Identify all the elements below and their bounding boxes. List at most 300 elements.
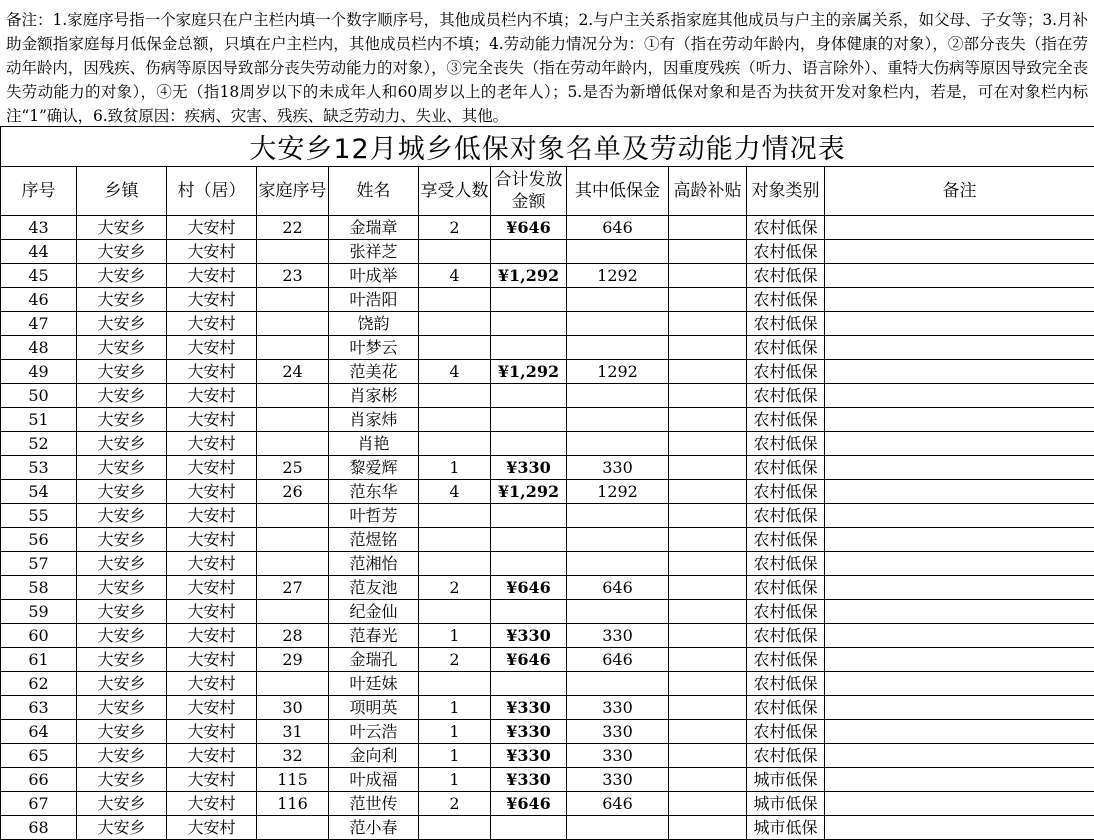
cell-village: 大安村	[167, 408, 257, 432]
cell-family-no: 32	[257, 744, 329, 768]
cell-category: 城市低保	[747, 816, 825, 840]
cell-category: 农村低保	[747, 696, 825, 720]
cell-count	[419, 312, 491, 336]
cell-seq: 49	[1, 360, 77, 384]
table-row	[1, 384, 1094, 408]
cell-count: 1	[419, 720, 491, 744]
cell-elder	[669, 480, 747, 504]
cell-elder	[669, 312, 747, 336]
cell-family-no	[257, 240, 329, 264]
cell-dibao: 1292	[567, 360, 669, 384]
cell-dibao: 1292	[567, 480, 669, 504]
cell-name: 叶浩阳	[329, 288, 419, 312]
table-row	[1, 240, 1094, 264]
cell-seq: 57	[1, 552, 77, 576]
cell-town: 大安乡	[77, 624, 167, 648]
cell-dibao: 646	[567, 648, 669, 672]
table-row	[1, 432, 1094, 456]
cell-town: 大安乡	[77, 816, 167, 840]
cell-count: 1	[419, 696, 491, 720]
cell-elder	[669, 240, 747, 264]
cell-seq: 53	[1, 456, 77, 480]
cell-seq: 61	[1, 648, 77, 672]
cell-elder	[669, 336, 747, 360]
cell-count: 2	[419, 792, 491, 816]
cell-count: 1	[419, 456, 491, 480]
cell-village: 大安村	[167, 720, 257, 744]
cell-village: 大安村	[167, 432, 257, 456]
cell-town: 大安乡	[77, 504, 167, 528]
cell-seq: 44	[1, 240, 77, 264]
cell-village: 大安村	[167, 240, 257, 264]
cell-seq: 66	[1, 768, 77, 792]
cell-village: 大安村	[167, 624, 257, 648]
cell-seq: 55	[1, 504, 77, 528]
cell-name: 范东华	[329, 480, 419, 504]
cell-elder	[669, 792, 747, 816]
cell-town: 大安乡	[77, 672, 167, 696]
cell-remark	[825, 768, 1094, 792]
cell-village: 大安村	[167, 600, 257, 624]
cell-remark	[825, 360, 1094, 384]
cell-category: 农村低保	[747, 600, 825, 624]
cell-dibao	[567, 288, 669, 312]
cell-name: 纪金仙	[329, 600, 419, 624]
col-header-elder: 高龄补贴	[669, 167, 747, 216]
cell-total	[491, 336, 567, 360]
cell-dibao	[567, 312, 669, 336]
cell-family-no: 115	[257, 768, 329, 792]
table-row	[1, 648, 1094, 672]
cell-dibao: 330	[567, 696, 669, 720]
cell-category: 农村低保	[747, 336, 825, 360]
cell-village: 大安村	[167, 312, 257, 336]
cell-count: 2	[419, 648, 491, 672]
cell-count: 1	[419, 768, 491, 792]
cell-family-no: 30	[257, 696, 329, 720]
cell-count: 1	[419, 744, 491, 768]
cell-elder	[669, 600, 747, 624]
cell-name: 范煜铭	[329, 528, 419, 552]
cell-count	[419, 816, 491, 840]
cell-family-no	[257, 336, 329, 360]
cell-family-no: 23	[257, 264, 329, 288]
cell-seq: 64	[1, 720, 77, 744]
cell-remark	[825, 624, 1094, 648]
cell-total	[491, 528, 567, 552]
cell-village: 大安村	[167, 264, 257, 288]
cell-elder	[669, 648, 747, 672]
cell-family-no: 29	[257, 648, 329, 672]
table-title: 大安乡12月城乡低保对象名单及劳动能力情况表	[1, 127, 1094, 167]
cell-seq: 50	[1, 384, 77, 408]
cell-name: 叶梦云	[329, 336, 419, 360]
cell-dibao	[567, 432, 669, 456]
cell-total	[491, 504, 567, 528]
cell-town: 大安乡	[77, 552, 167, 576]
cell-dibao: 330	[567, 456, 669, 480]
cell-category: 农村低保	[747, 240, 825, 264]
cell-total	[491, 552, 567, 576]
cell-name: 金瑞章	[329, 216, 419, 240]
cell-total: ¥330	[491, 696, 567, 720]
cell-town: 大安乡	[77, 648, 167, 672]
footnote-text: 备注：1.家庭序号指一个家庭只在户主栏内填一个数字顺序号，其他成员栏内不填；2.与户主关系指家庭其他成员与户主的亲属关系，如父母、子女等；3.月补助金额指家庭每月低保金总额，只填在户主栏内，其他成员栏内不填；4.劳动能力情况分为：①有（指在劳动年龄内，身体健康的对象），②部分丧失（指在劳动年龄内，因残疾、伤病等原因导致部分丧失劳动能力的对象），③完全丧失（指在劳动年龄内，因重度残疾（听力、语言除外）、重特大伤病等原因导致完全丧失劳动能力的对象），④无（指18周岁以下的未成年人和60周岁以上的老年人）；5.是否为新增低保对象和是否为扶贫开发对象栏内，若是，可在对象栏内标注“1”确认，6.致贫原因：疾病、灾害、残疾、缺乏劳动力、失业、其他。	[0, 0, 1094, 126]
cell-family-no	[257, 312, 329, 336]
cell-remark	[825, 696, 1094, 720]
cell-total	[491, 408, 567, 432]
cell-seq: 60	[1, 624, 77, 648]
cell-count: 2	[419, 576, 491, 600]
cell-remark	[825, 480, 1094, 504]
cell-category: 农村低保	[747, 480, 825, 504]
cell-dibao: 1292	[567, 264, 669, 288]
table-row	[1, 696, 1094, 720]
cell-town: 大安乡	[77, 336, 167, 360]
table-row	[1, 792, 1094, 816]
cell-category: 城市低保	[747, 768, 825, 792]
table-row	[1, 456, 1094, 480]
cell-village: 大安村	[167, 288, 257, 312]
cell-town: 大安乡	[77, 528, 167, 552]
cell-village: 大安村	[167, 360, 257, 384]
col-header-village: 村（居）	[167, 167, 257, 216]
cell-name: 范世传	[329, 792, 419, 816]
cell-total: ¥330	[491, 720, 567, 744]
cell-name: 叶廷妹	[329, 672, 419, 696]
cell-category: 农村低保	[747, 624, 825, 648]
cell-family-no: 24	[257, 360, 329, 384]
cell-family-no	[257, 504, 329, 528]
cell-village: 大安村	[167, 672, 257, 696]
cell-family-no: 26	[257, 480, 329, 504]
cell-seq: 65	[1, 744, 77, 768]
cell-family-no: 22	[257, 216, 329, 240]
cell-seq: 68	[1, 816, 77, 840]
cell-family-no	[257, 408, 329, 432]
cell-elder	[669, 744, 747, 768]
cell-elder	[669, 624, 747, 648]
cell-remark	[825, 792, 1094, 816]
cell-name: 叶成福	[329, 768, 419, 792]
cell-village: 大安村	[167, 576, 257, 600]
cell-dibao	[567, 672, 669, 696]
cell-town: 大安乡	[77, 696, 167, 720]
table-body	[1, 216, 1094, 840]
cell-name: 张祥芝	[329, 240, 419, 264]
table-row	[1, 744, 1094, 768]
cell-seq: 52	[1, 432, 77, 456]
col-header-remark: 备注	[825, 167, 1094, 216]
cell-total	[491, 288, 567, 312]
cell-name: 范湘怡	[329, 552, 419, 576]
cell-elder	[669, 720, 747, 744]
cell-town: 大安乡	[77, 408, 167, 432]
cell-remark	[825, 720, 1094, 744]
cell-name: 黎爱辉	[329, 456, 419, 480]
cell-family-no: 31	[257, 720, 329, 744]
cell-elder	[669, 768, 747, 792]
cell-remark	[825, 576, 1094, 600]
cell-family-no	[257, 816, 329, 840]
cell-dibao: 646	[567, 576, 669, 600]
cell-category: 农村低保	[747, 408, 825, 432]
cell-name: 项明英	[329, 696, 419, 720]
cell-town: 大安乡	[77, 384, 167, 408]
cell-remark	[825, 648, 1094, 672]
cell-dibao: 330	[567, 744, 669, 768]
cell-seq: 56	[1, 528, 77, 552]
cell-village: 大安村	[167, 480, 257, 504]
cell-seq: 48	[1, 336, 77, 360]
cell-seq: 62	[1, 672, 77, 696]
cell-town: 大安乡	[77, 216, 167, 240]
cell-family-no: 27	[257, 576, 329, 600]
cell-count: 1	[419, 624, 491, 648]
cell-seq: 51	[1, 408, 77, 432]
cell-town: 大安乡	[77, 576, 167, 600]
cell-category: 农村低保	[747, 720, 825, 744]
cell-dibao	[567, 240, 669, 264]
cell-remark	[825, 552, 1094, 576]
cell-dibao	[567, 336, 669, 360]
cell-seq: 47	[1, 312, 77, 336]
cell-town: 大安乡	[77, 312, 167, 336]
cell-name: 叶云浩	[329, 720, 419, 744]
col-header-seq: 序号	[1, 167, 77, 216]
table-row	[1, 552, 1094, 576]
cell-elder	[669, 408, 747, 432]
cell-town: 大安乡	[77, 264, 167, 288]
cell-remark	[825, 384, 1094, 408]
cell-seq: 54	[1, 480, 77, 504]
cell-village: 大安村	[167, 744, 257, 768]
col-header-count: 享受人数	[419, 167, 491, 216]
cell-family-no	[257, 528, 329, 552]
cell-family-no	[257, 384, 329, 408]
cell-count	[419, 552, 491, 576]
table-row	[1, 528, 1094, 552]
cell-category: 农村低保	[747, 576, 825, 600]
cell-remark	[825, 336, 1094, 360]
cell-town: 大安乡	[77, 360, 167, 384]
cell-elder	[669, 816, 747, 840]
cell-seq: 63	[1, 696, 77, 720]
cell-name: 饶韵	[329, 312, 419, 336]
cell-category: 农村低保	[747, 744, 825, 768]
cell-town: 大安乡	[77, 792, 167, 816]
table-row	[1, 600, 1094, 624]
cell-elder	[669, 432, 747, 456]
cell-remark	[825, 528, 1094, 552]
cell-name: 叶哲芳	[329, 504, 419, 528]
cell-count	[419, 384, 491, 408]
cell-total	[491, 600, 567, 624]
cell-village: 大安村	[167, 696, 257, 720]
cell-dibao	[567, 408, 669, 432]
cell-name: 范美花	[329, 360, 419, 384]
cell-elder	[669, 384, 747, 408]
cell-village: 大安村	[167, 456, 257, 480]
cell-elder	[669, 576, 747, 600]
cell-total: ¥1,292	[491, 480, 567, 504]
cell-town: 大安乡	[77, 456, 167, 480]
cell-family-no: 116	[257, 792, 329, 816]
cell-remark	[825, 432, 1094, 456]
cell-seq: 45	[1, 264, 77, 288]
cell-seq: 46	[1, 288, 77, 312]
cell-seq: 43	[1, 216, 77, 240]
cell-dibao: 330	[567, 624, 669, 648]
cell-total: ¥330	[491, 624, 567, 648]
cell-count	[419, 240, 491, 264]
cell-town: 大安乡	[77, 600, 167, 624]
cell-village: 大安村	[167, 336, 257, 360]
cell-elder	[669, 696, 747, 720]
cell-name: 叶成举	[329, 264, 419, 288]
cell-village: 大安村	[167, 648, 257, 672]
table-row	[1, 816, 1094, 840]
cell-elder	[669, 504, 747, 528]
cell-remark	[825, 288, 1094, 312]
table-row	[1, 504, 1094, 528]
cell-count	[419, 408, 491, 432]
cell-total: ¥1,292	[491, 264, 567, 288]
cell-count	[419, 672, 491, 696]
cell-elder	[669, 216, 747, 240]
cell-total: ¥330	[491, 744, 567, 768]
cell-elder	[669, 360, 747, 384]
cell-town: 大安乡	[77, 432, 167, 456]
cell-town: 大安乡	[77, 240, 167, 264]
col-header-town: 乡镇	[77, 167, 167, 216]
cell-elder	[669, 264, 747, 288]
cell-seq: 58	[1, 576, 77, 600]
cell-village: 大安村	[167, 504, 257, 528]
cell-total	[491, 672, 567, 696]
cell-name: 范春光	[329, 624, 419, 648]
cell-village: 大安村	[167, 216, 257, 240]
cell-total: ¥646	[491, 216, 567, 240]
cell-dibao: 646	[567, 216, 669, 240]
cell-village: 大安村	[167, 816, 257, 840]
cell-category: 农村低保	[747, 312, 825, 336]
cell-remark	[825, 816, 1094, 840]
cell-category: 农村低保	[747, 432, 825, 456]
cell-dibao: 646	[567, 792, 669, 816]
cell-town: 大安乡	[77, 744, 167, 768]
cell-dibao	[567, 552, 669, 576]
cell-category: 城市低保	[747, 792, 825, 816]
cell-town: 大安乡	[77, 768, 167, 792]
cell-count: 2	[419, 216, 491, 240]
cell-total	[491, 816, 567, 840]
cell-elder	[669, 528, 747, 552]
cell-category: 农村低保	[747, 648, 825, 672]
cell-town: 大安乡	[77, 720, 167, 744]
table-row	[1, 576, 1094, 600]
cell-remark	[825, 504, 1094, 528]
cell-dibao	[567, 504, 669, 528]
cell-count	[419, 504, 491, 528]
cell-village: 大安村	[167, 768, 257, 792]
cell-count	[419, 528, 491, 552]
cell-category: 农村低保	[747, 264, 825, 288]
cell-category: 农村低保	[747, 456, 825, 480]
cell-family-no	[257, 288, 329, 312]
cell-name: 肖家彬	[329, 384, 419, 408]
col-header-dibao: 其中低保金	[567, 167, 669, 216]
cell-dibao: 330	[567, 720, 669, 744]
table-row	[1, 768, 1094, 792]
col-header-name: 姓名	[329, 167, 419, 216]
cell-total	[491, 384, 567, 408]
cell-remark	[825, 408, 1094, 432]
cell-name: 金向利	[329, 744, 419, 768]
cell-total: ¥646	[491, 648, 567, 672]
table-row	[1, 672, 1094, 696]
cell-town: 大安乡	[77, 288, 167, 312]
cell-category: 农村低保	[747, 504, 825, 528]
cell-count	[419, 336, 491, 360]
cell-family-no	[257, 432, 329, 456]
cell-name: 范友池	[329, 576, 419, 600]
cell-village: 大安村	[167, 384, 257, 408]
cell-name: 范小春	[329, 816, 419, 840]
cell-elder	[669, 456, 747, 480]
cell-name: 肖家炜	[329, 408, 419, 432]
cell-family-no: 28	[257, 624, 329, 648]
col-header-total: 合计发放金额	[491, 167, 567, 216]
col-header-family-no: 家庭序号	[257, 167, 329, 216]
cell-name: 金瑞孔	[329, 648, 419, 672]
cell-count	[419, 432, 491, 456]
cell-family-no	[257, 552, 329, 576]
cell-elder	[669, 672, 747, 696]
cell-name: 肖艳	[329, 432, 419, 456]
cell-dibao	[567, 600, 669, 624]
cell-family-no	[257, 672, 329, 696]
cell-dibao	[567, 384, 669, 408]
cell-category: 农村低保	[747, 216, 825, 240]
table-row	[1, 480, 1094, 504]
cell-remark	[825, 216, 1094, 240]
cell-total: ¥1,292	[491, 360, 567, 384]
cell-category: 农村低保	[747, 360, 825, 384]
cell-count	[419, 288, 491, 312]
cell-elder	[669, 552, 747, 576]
cell-category: 农村低保	[747, 384, 825, 408]
cell-town: 大安乡	[77, 480, 167, 504]
cell-village: 大安村	[167, 552, 257, 576]
table-row	[1, 288, 1094, 312]
table-row	[1, 720, 1094, 744]
cell-village: 大安村	[167, 528, 257, 552]
cell-category: 农村低保	[747, 288, 825, 312]
dibao-table	[0, 126, 1094, 840]
cell-remark	[825, 240, 1094, 264]
cell-count: 4	[419, 264, 491, 288]
cell-elder	[669, 288, 747, 312]
cell-total: ¥330	[491, 768, 567, 792]
cell-remark	[825, 456, 1094, 480]
cell-total	[491, 432, 567, 456]
cell-dibao: 330	[567, 768, 669, 792]
table-row	[1, 408, 1094, 432]
cell-total	[491, 312, 567, 336]
cell-total: ¥646	[491, 792, 567, 816]
cell-dibao	[567, 816, 669, 840]
